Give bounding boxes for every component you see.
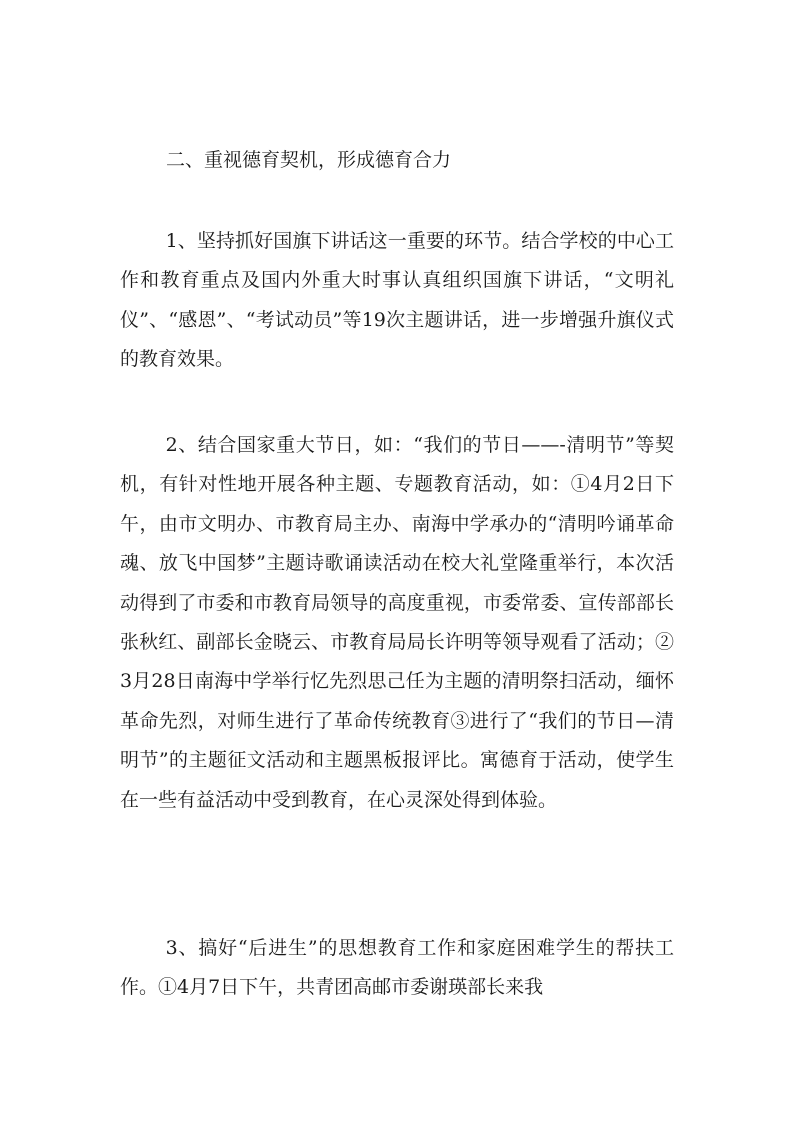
paragraph-student-support: 3、搞好“后进生”的思想教育工作和家庭困难学生的帮扶工作。①4月7日下午，共青团高邮市委谢瑛部长来我: [120, 937, 674, 999]
paragraph-flag-speech: 1、坚持抓好国旗下讲话这一重要的环节。结合学校的中心工作和教育重点及国内外重大时事认真组织国旗下讲话，“文明礼仪”、“感恩”、“考试动员”等19次主题讲话，进一步增强升旗仪式的教育效果。: [120, 230, 674, 371]
section-heading: 二、重视德育契机，形成德育合力: [166, 149, 452, 171]
paragraph-festival-activities: 2、结合国家重大节日，如：“我们的节日——-清明节”等契机，有针对性地开展各种主题、专题教育活动，如：①4月2日下午，由市文明办、市教育局主办、南海中学承办的“清明吟诵革命魂、放飞中国梦”主题诗歌诵读活动在校大礼堂隆重举行，本次活动得到了市委和市教育局领导的高度重视，市委常委、宣传部部长张秋红、副部长金晓云、市教育局局长许明等领导观看了活动；②3月28日南海中学举行忆先烈思己任为主题的清明祭扫活动，缅怀革命先烈，对师生进行了革命传统教育③进行了“我们的节日—清明节”的主题征文活动和主题黑板报评比。寓德育于活动，使学生在一些有益活动中受到教育，在心灵深处得到体验。: [120, 434, 674, 811]
